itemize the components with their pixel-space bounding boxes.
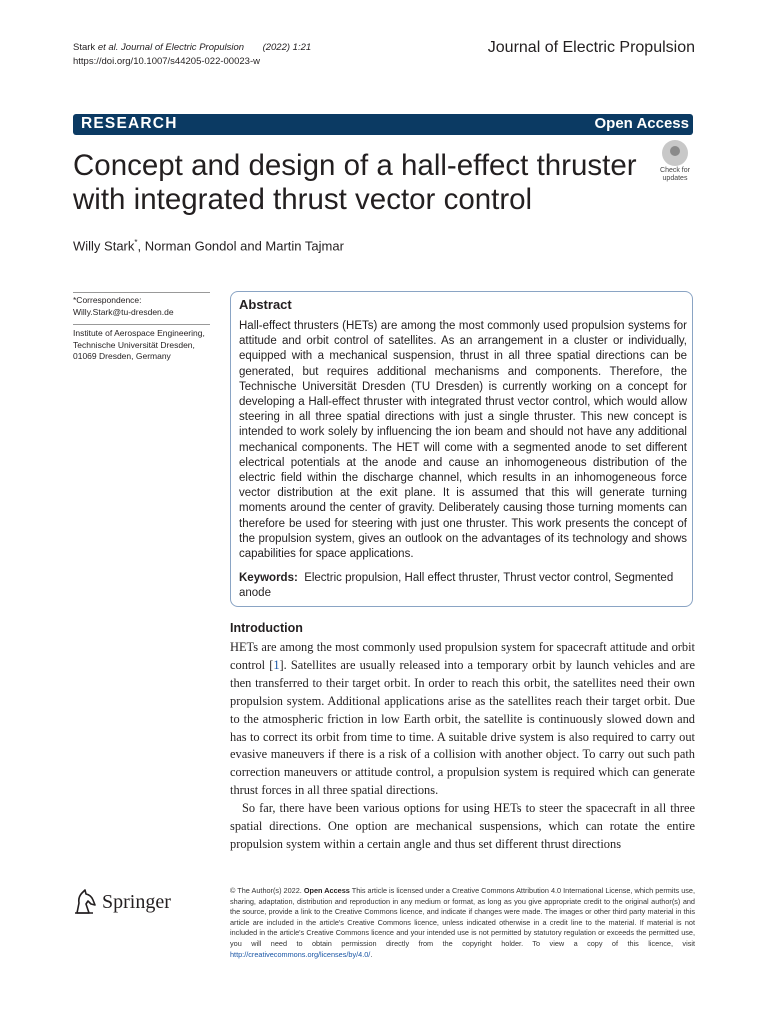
sidebar-rule-mid xyxy=(73,324,210,325)
intro-paragraph-2: So far, there have been various options for using HETs to steer the spacecraft in all three spatial directions. One option are mechanical suspensions, which can rotate the entire propulsion system within a certain angle and thus set different thrust directions xyxy=(230,801,695,851)
citation-line xyxy=(73,41,311,55)
abstract-heading: Abstract xyxy=(239,297,292,312)
introduction-heading: Introduction xyxy=(230,621,303,635)
citation-authors: Stark xyxy=(73,42,98,53)
author-rest: , Norman Gondol and Martin Tajmar xyxy=(137,238,344,254)
intro-p1-text-a: HETs are among the most commonly used propulsion system for spacecraft attitude and orbit control [ xyxy=(230,640,695,672)
intro-paragraph-1 xyxy=(230,639,695,800)
doi-link[interactable]: https://doi.org/10.1007/s44205-022-00023-w xyxy=(73,56,260,67)
open-access-label: Open Access xyxy=(594,115,689,132)
abstract-text: Hall-effect thrusters (HETs) are among the most commonly used propulsion systems for attitude and orbit control of satellites. As an arrangement in a cluster or individually, equipped with a mechanical suspension, thrust in all three spatial directions can be generated, but requires additional mechanisms and components. Therefore, the Technische Universität Dresden (TU Dresden) is currently working on a concept for developing a Hall-effect thruster with integrated thrust vector control, which would allow steering in all three spatial directions with just a single thruster. This new concept is intended to work solely by influencing the ion beam and should not have any additional mechanical components. The HET will come with a segmented anode to set different electrical potentials at the anode and cause an inhomogeneous distribution of the electric field within the discharge channel, which results in an inhomogeneous force vector distribution at the exit plane. It is assumed that this will generate turning moments around the center of gravity. Deliberately causing those turning moments can therefore be used for steering with just one thruster. This work presents the concept of the propulsion system, gives an outlook on the advantages of its technology and shows capabilities for space applications. xyxy=(239,320,687,561)
license-link[interactable]: http://creativecommons.org/licenses/by/4.0/ xyxy=(230,949,371,959)
license-body: This article is licensed under a Creative Commons Attribution 4.0 International License, which permits use, sharing, adaptation, distribution and reproduction in any medium or format, as long as you give appropriate credit to the original author(s) and the source, provide a link to the Creative Commons licence, and indicate if changes were made. The images or other third party material in this article are included in the article's Creative Commons licence, unless indicated otherwise in a credit line to the material. If material is not included in the article's Creative Commons licence and your intended use is not permitted by statutory regulation or exceeds the permitted use, you will need to obtain permission directly from the copyright holder. To view a copy of this licence, visit xyxy=(230,886,695,948)
article-title: Concept and design of a hall-effect thruster with integrated thrust vector control xyxy=(73,149,637,216)
citation-journal: et al. Journal of Electric Propulsion xyxy=(97,42,245,53)
correspondence-sidebar xyxy=(73,292,210,363)
author-list xyxy=(73,238,344,253)
keywords-label: Keywords: xyxy=(239,572,298,584)
check-for-updates-badge[interactable] xyxy=(653,140,697,180)
intro-p1-text-b: ]. Satellites are usually released into a temporary orbit by launch vehicles and are then transferred to their target orbit. In order to reach this orbit, the satellites need their own propulsion system. Additional applications arise as the satellites reach their target orbit. Due to the atmospheric friction in low Earth orbit, the satellite is continuously slowed down and has to correct its orbit from time to time. A suitable drive system is also required to carry out evasive maneuvers if there is a risk of a collision with another object. To carry out such path correction maneuvers or attitude control, a propulsion system is required which can generate thrust forces in all three spatial directions. xyxy=(230,657,696,798)
badge-line-2: updates xyxy=(662,175,688,182)
reference-link-1[interactable]: 1 xyxy=(273,657,280,672)
section-bar xyxy=(73,114,693,135)
correspondence-email[interactable]: Willy.Stark@tu-dresden.de xyxy=(73,306,174,317)
badge-line-1: Check for xyxy=(660,167,690,174)
author-first[interactable]: Willy Stark xyxy=(73,238,135,254)
springer-horse-icon xyxy=(73,889,97,915)
keywords-list: Electric propulsion, Hall effect thruster, Thrust vector control, Segmented anode xyxy=(239,572,674,600)
abstract-box xyxy=(230,291,693,607)
license-end: . xyxy=(370,949,373,959)
section-label: RESEARCH xyxy=(81,115,178,132)
license-prefix: © The Author(s) 2022. xyxy=(230,886,302,895)
publisher-logo xyxy=(73,887,183,917)
citation xyxy=(73,41,311,69)
correspondence-label: *Correspondence: xyxy=(73,295,142,305)
keywords xyxy=(239,571,687,601)
license-text xyxy=(230,886,695,960)
citation-year: (2022) 1:21 xyxy=(262,42,312,53)
check-updates-icon xyxy=(662,140,688,166)
journal-name: Journal of Electric Propulsion xyxy=(487,39,695,56)
introduction-body xyxy=(230,639,695,854)
correspondence-mark: * xyxy=(134,238,138,247)
springer-label: Springer xyxy=(102,891,171,913)
affiliation: Institute of Aerospace Engineering, Technische Universität Dresden, 01069 Dresden, Germany xyxy=(73,328,205,361)
license-open-access: Open Access xyxy=(303,886,350,895)
sidebar-rule-top xyxy=(73,292,210,293)
